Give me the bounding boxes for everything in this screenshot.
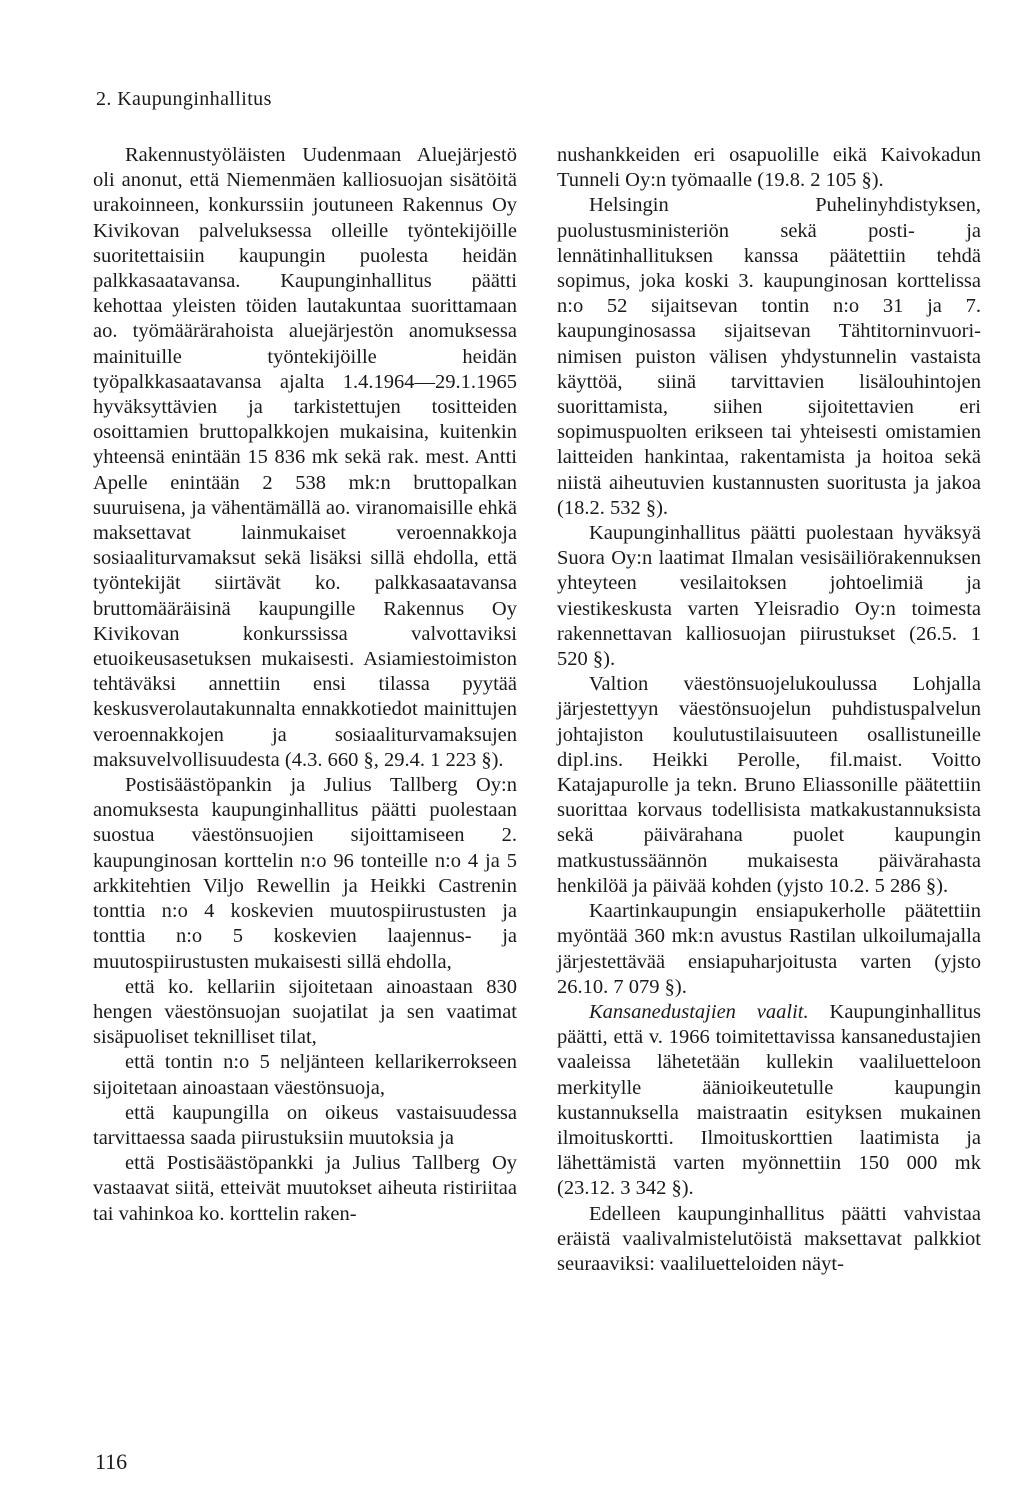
page-number: 116 <box>95 1449 128 1474</box>
condition-item: että ko. kellariin sijoitetaan ainoastaan 830 hengen väestönsuojan suojatilat ja sen vaatimat sisäpuoliset teknilliset tilat, <box>93 975 517 1049</box>
condition-item: että kaupungilla on oikeus vastaisuudessa tarvittaessa saada piirustuksiin muutoksia ja <box>93 1101 517 1149</box>
paragraph: Helsingin Puhelinyhdistyksen, puolustusministeriön sekä posti- ja lennätinhallituksen kanssa päätettiin tehdä sopimus, joka koski 3. kaupunginosan korttelissa n:o 52 sijaitsevan tontin n:o 31 ja 7. kaupunginosassa sijaitsevan Tähtitorninvuori-nimisen puiston välisen yhdystunnelin vastaista käyttöä, siinä tarvittavien lisälouhintojen suorittamista, siihen sijoitettavien eri sopimuspuolten erikseen tai yhteisesti omistamien laitteiden hankintaa, rakentamista ja hoitoa sekä niistä aiheutuvien kustannusten suoritusta ja jakoa (18.2. 532 §). <box>557 194 981 519</box>
paragraph: Kaartinkaupungin ensiapukerholle päätettiin myöntää 360 mk:n avustus Rastilan ulkoilumajalla järjestettävää ensiapuharjoitusta varten (yjsto 26.10. 7 079 §). <box>557 900 981 998</box>
paragraph: Kaupunginhallitus päätti puolestaan hyväksyä Suora Oy:n laatimat Ilmalan vesisäiliörakennuksen yhteyteen vesilaitoksen johtoelimiä ja viestikeskusta varten Yleisradio Oy:n toimesta rakennettavan kalliosuojan piirustukset (26.5. 1 520 §). <box>557 522 981 671</box>
left-column <box>93 143 517 1227</box>
paragraph: Rakennustyöläisten Uudenmaan Aluejärjestö oli anonut, että Niemenmäen kalliosuojan sisätöitä urakoinneen, konkurssiin joutuneen Rakennus Oy Kivikovan palveluksessa olleille työntekijöille suoritettaisiin kaupungin puolesta heidän palkkasaatavansa. Kaupunginhallitus päätti kehottaa yleisten töiden lautakuntaa suorittamaan ao. työmäärärahoista aluejärjestön anomuksessa mainituille työntekijöille heidän työpalkkasaatavansa ajalta 1.4.1964—29.1.1965 hyväksyttävien ja tarkistettujen tositteiden osoittamien bruttopalkkojen mukaisina, kuitenkin yhteensä enintään 15 836 mk sekä rak. mest. Antti Apelle enintään 2 538 mk:n bruttopalkan suuruisena, ja vähentämällä ao. viranomaisille ehkä maksettavat lainmukaiset veroennakkoja sosiaaliturvamaksut sekä lisäksi sillä ehdolla, että työntekijät siirtävät ko. palkkasaatavansa bruttomääräisinä kaupungille Rakennus Oy Kivikovan konkurssissa valvottaviksi etuoikeusasetuksen mukaisesti. Asiamiestoimiston tehtäväksi annettiin ensi tilassa pyytää keskusverolautakunnalta ennakkotiedot mainittujen veroennakkojen ja sosiaaliturvamaksujen maksuvelvollisuudesta (4.3. 660 §, 29.4. 1 223 §). <box>93 144 517 771</box>
paragraph-continuation: nushankkeiden eri osapuolille eikä Kaivokadun Tunneli Oy:n työmaalle (19.8. 2 105 §). <box>557 144 981 192</box>
running-header: 2. Kaupunginhallitus <box>96 88 272 110</box>
election-paragraph <box>557 1000 981 1202</box>
paragraph: Edelleen kaupunginhallitus päätti vahvistaa eräistä vaalivalmistelutöistä maksettavat palkkiot seuraaviksi: vaaliluetteloiden näyt- <box>557 1202 981 1275</box>
condition-item: että tontin n:o 5 neljänteen kellarikerrokseen sijoitetaan ainoastaan väestönsuoja, <box>93 1051 517 1099</box>
paragraph: Postisäästöpankin ja Julius Tallberg Oy:n anomuksesta kaupunginhallitus päätti puolestaan suostua väestönsuojien sijoittamiseen 2. kaupunginosan korttelin n:o 96 tonteille n:o 4 ja 5 arkkitehtien Viljo Rewellin ja Heikki Castrenin tonttia n:o 4 koskevien muutospiirustusten ja tonttia n:o 5 koskevien laajennus- ja muutospiirustusten mukaisesti sillä ehdolla, <box>93 774 517 973</box>
section-lead-title: Kansanedustajien vaalit. <box>589 1000 809 1023</box>
election-text: Kaupunginhallitus päätti, että v. 1966 toimitettavissa kansanedustajien vaaleissa lähetetään kullekin vaaliluetteloon merkitylle äänioikeutetulle kaupungin kustannuksella maistraatin esityksen mukainen ilmoituskortti. Ilmoituskorttien laatimista ja lähettämistä varten myönnettiin 150 000 mk (23.12. 3 342 §). <box>557 1000 981 1200</box>
paragraph: Valtion väestönsuojelukoulussa Lohjalla järjestettyyn väestönsuojelun puhdistuspalvelun johtajiston koulutustilaisuuteen osallistuneille dipl.ins. Heikki Perolle, fil.maist. Voitto Katajapurolle ja tekn. Bruno Eliassonille päätettiin suorittaa korvaus todellisista matkakustannuksista sekä päivärahana puolet kaupungin matkustussäännön mukaisesta päivärahasta henkilöä ja päivää kohden (yjsto 10.2. 5 286 §). <box>557 673 981 897</box>
condition-item: että Postisäästöpankki ja Julius Tallberg Oy vastaavat siitä, etteivät muutokset aiheuta ristiriitaa tai vahinkoa ko. korttelin raken- <box>93 1152 517 1225</box>
right-column <box>557 143 981 1277</box>
